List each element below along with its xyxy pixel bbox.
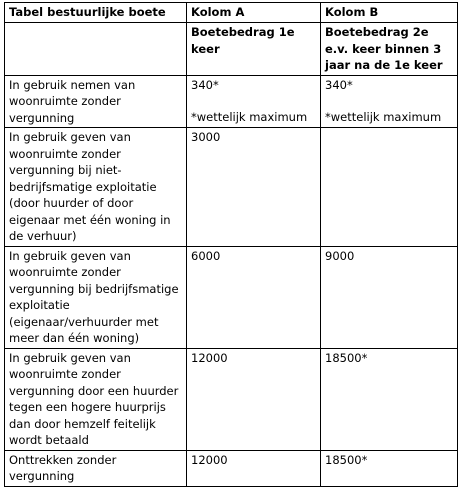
subheader-row [5, 23, 458, 76]
column-a-header: Kolom A [187, 3, 321, 23]
amount-b-cell: 18500* [321, 348, 458, 450]
column-b-header: Kolom B [321, 3, 458, 23]
table-row [5, 450, 458, 486]
offence-cell: In gebruik geven van woonruimte zonder vergunning bij niet-bedrijfsmatige exploitatie (door huurder of door eigenaar met één woning in de verhuur) [5, 128, 187, 247]
amount-a-value: 340* [191, 77, 219, 92]
subheader-empty-cell [5, 23, 187, 76]
table-row [5, 348, 458, 450]
table-title: Tabel bestuurlijke boete [5, 3, 187, 23]
amount-a-cell: 3000 [187, 128, 321, 247]
offence-cell: In gebruik geven van woonruimte zonder vergunning door een huurder tegen een hogere huurprijs dan door hemzelf feitelijk wordt betaald [5, 348, 187, 450]
amount-a-cell [187, 75, 321, 128]
table-row [5, 75, 458, 128]
fines-table [4, 2, 458, 487]
amount-b-cell [321, 75, 458, 128]
amount-a-note: *wettelijk maximum [191, 110, 308, 124]
table-row [5, 246, 458, 348]
column-a-subheader: Boetebedrag 1e keer [187, 23, 321, 76]
amount-a-cell: 12000 [187, 348, 321, 450]
offence-cell: In gebruik nemen van woonruimte zonder vergunning [5, 75, 187, 128]
document-sheet [4, 2, 457, 487]
amount-b-cell: 18500* [321, 450, 458, 486]
amount-b-note: *wettelijk maximum [325, 110, 442, 124]
table-row [5, 128, 458, 247]
column-b-subheader: Boetebedrag 2e e.v. keer binnen 3 jaar na de 1e keer [321, 23, 458, 76]
offence-cell: In gebruik geven van woonruimte zonder vergunning bij bedrijfsmatige exploitatie (eigenaar/verhuurder met meer dan één woning) [5, 246, 187, 348]
amount-b-cell: 9000 [321, 246, 458, 348]
offence-cell: Onttrekken zonder vergunning [5, 450, 187, 486]
amount-b-value: 340* [325, 77, 353, 92]
amount-a-cell: 12000 [187, 450, 321, 486]
header-row [5, 3, 458, 23]
amount-a-cell: 6000 [187, 246, 321, 348]
amount-b-cell [321, 128, 458, 247]
